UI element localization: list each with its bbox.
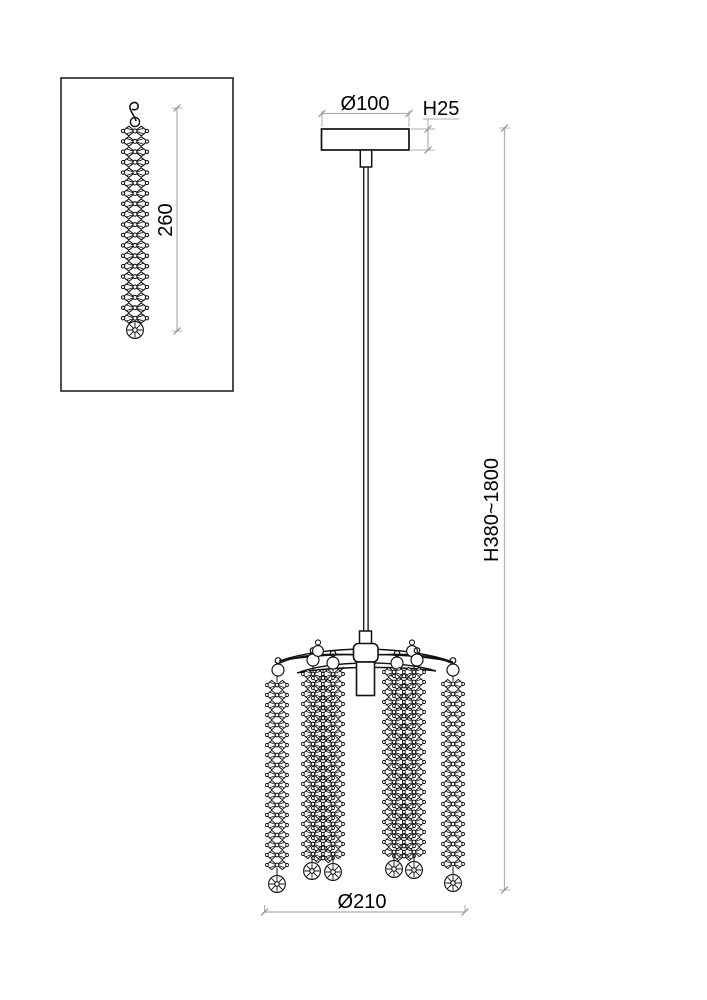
crystal-strand xyxy=(441,679,464,868)
dimension-canopy-diameter xyxy=(319,93,413,127)
ceiling-canopy xyxy=(322,129,410,167)
inset-crystal-strand xyxy=(121,126,148,323)
lamp-holder-tube xyxy=(357,662,375,696)
strand-end-ball xyxy=(406,862,423,879)
canopy-height-label: H25 xyxy=(422,98,460,120)
dimension-shade-diameter xyxy=(261,891,468,915)
canopy-diameter-label: Ø100 xyxy=(340,93,390,115)
strand-length-label: 260 xyxy=(155,203,177,237)
inset-strand-drawing xyxy=(130,102,140,126)
inset-strand-end-ball xyxy=(127,322,144,339)
overall-height-label: H380~1800 xyxy=(481,458,503,562)
dimension-overall-height xyxy=(481,125,510,894)
dimension-strand-length xyxy=(155,105,182,335)
shade-diameter-label: Ø210 xyxy=(337,891,387,913)
inset-panel xyxy=(61,78,233,391)
strand-end-ball xyxy=(304,863,321,880)
suspension-rod xyxy=(364,167,368,631)
dimension-canopy-height xyxy=(411,98,459,153)
strand-end-ball xyxy=(269,876,286,893)
strand-end-ball xyxy=(325,864,342,881)
strand-end-ball xyxy=(386,861,403,878)
crystal-strand xyxy=(265,680,288,869)
crystal-strands xyxy=(265,666,464,892)
strand-end-ball xyxy=(445,875,462,892)
